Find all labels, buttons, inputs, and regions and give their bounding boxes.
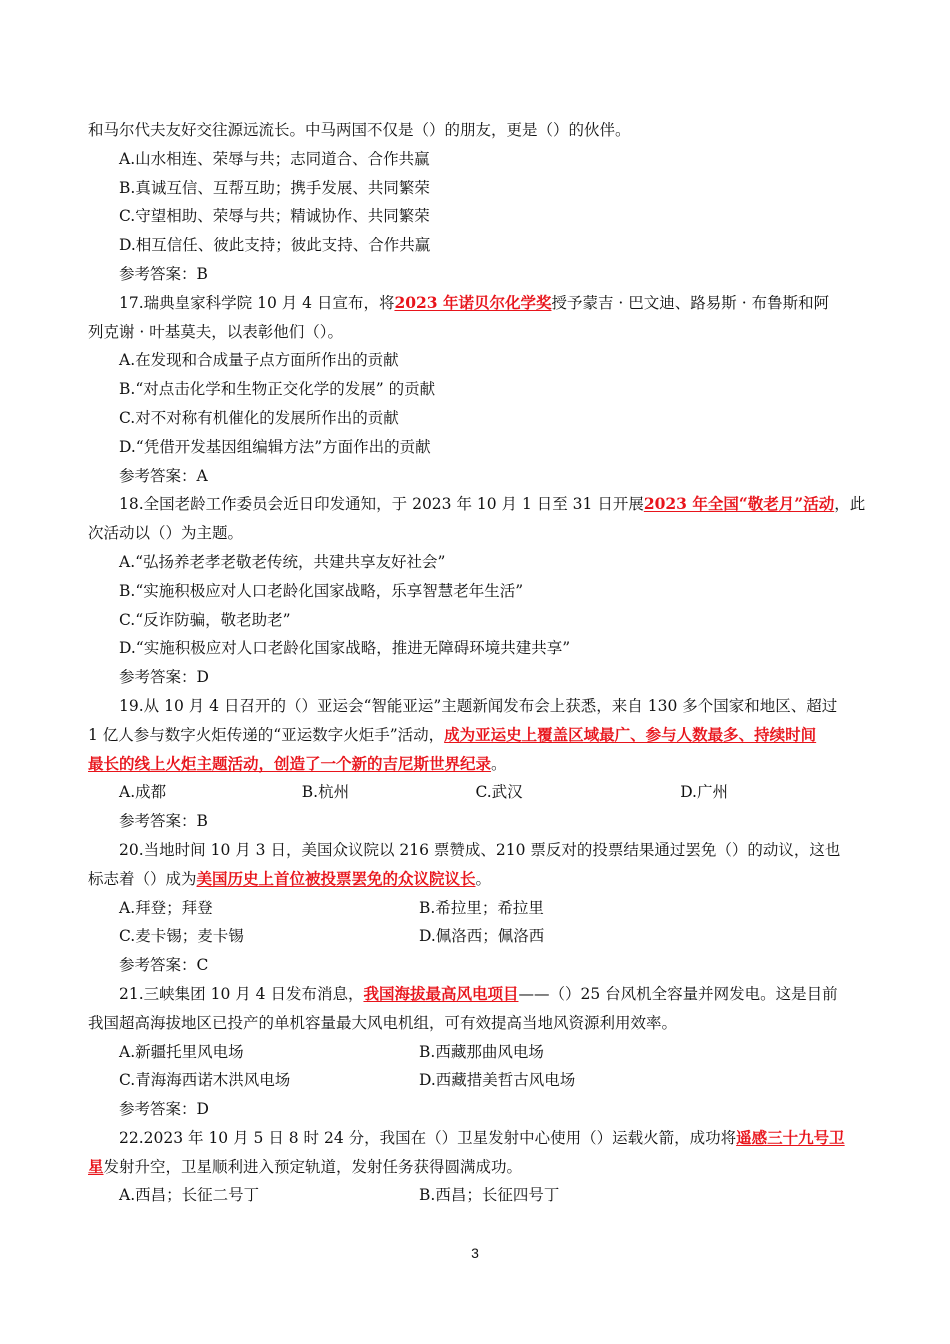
q17-stem-line2: 列克谢 · 叶基莫夫，以表彰他们（）。 bbox=[88, 322, 344, 341]
q18-option-b: B.“实施积极应对人口老龄化国家战略，乐享智慧老年生活” bbox=[119, 581, 524, 600]
q20-highlight: 美国历史上首位被投票罢免的众议院议长 bbox=[196, 868, 476, 888]
q20-text: 标志着（）成为 bbox=[88, 869, 197, 888]
q20-option-d: D.佩洛西；佩洛西 bbox=[419, 927, 545, 946]
q21-text: 21.三峡集团 10 月 4 日发布消息， bbox=[119, 984, 364, 1003]
q21-stem-line2: 我国超高海拔地区已投产的单机容量最大风电机组，可有效提高当地风资源利用效率。 bbox=[88, 1013, 678, 1032]
q17-answer: 参考答案：A bbox=[119, 466, 208, 485]
q18-option-c: C.“反诈防骗，敬老助老” bbox=[119, 610, 291, 629]
q19-stem-line2 bbox=[88, 721, 863, 750]
q20-stem-line2 bbox=[88, 865, 863, 894]
q17-option-c: C.对不对称有机催化的发展所作出的贡献 bbox=[119, 408, 399, 427]
q17-text: 17.瑞典皇家科学院 10 月 4 日宣布，将 bbox=[119, 293, 395, 312]
q19-highlight-2: 最长的线上火炬主题活动，创造了一个新的吉尼斯世界纪录 bbox=[88, 753, 492, 773]
q20-stem-line1: 20.当地时间 10 月 3 日，美国众议院以 216 票赞成、210 票反对的投票结果通过罢免（）的动议，这也 bbox=[119, 840, 841, 859]
q21-option-d: D.西藏措美哲古风电场 bbox=[419, 1071, 576, 1090]
q16-option-d: D.相互信任、彼此支持；彼此支持、合作共赢 bbox=[119, 236, 431, 255]
q22-highlight-2: 星 bbox=[88, 1156, 104, 1176]
q16-option-b: B.真诚互信、互帮互助；携手发展、共同繁荣 bbox=[119, 178, 430, 197]
q18-option-a: A.“弘扬养老孝老敬老传统，共建共享友好社会” bbox=[119, 552, 446, 571]
q19-highlight-1: 成为亚运史上覆盖区域最广、参与人数最多、持续时间 bbox=[444, 724, 817, 744]
q22-stem-line2 bbox=[88, 1153, 863, 1182]
q17-option-b: B.“对点击化学和生物正交化学的发展” 的贡献 bbox=[119, 380, 436, 399]
q21-options-row2 bbox=[88, 1066, 863, 1095]
q22-text: 22.2023 年 10 月 5 日 8 时 24 分，我国在（）卫星发射中心使用（）运载火箭，成功将 bbox=[119, 1128, 737, 1147]
q19-option-b: B.杭州 bbox=[301, 783, 350, 802]
q20-option-b: B.希拉里；希拉里 bbox=[419, 898, 544, 917]
q18-answer: 参考答案：D bbox=[119, 668, 209, 687]
q19-option-c: C.武汉 bbox=[475, 783, 523, 802]
q19-text: 1 亿人参与数字火炬传递的“亚运数字火炬手”活动， bbox=[88, 725, 445, 744]
q18-option-d: D.“实施积极应对人口老龄化国家战略，推进无障碍环境共建共享” bbox=[119, 639, 571, 658]
q17-option-d: D.“凭借开发基因组编辑方法”方面作出的贡献 bbox=[119, 437, 431, 456]
q21-answer: 参考答案：D bbox=[119, 1100, 209, 1119]
q19-stem-line3 bbox=[88, 750, 863, 779]
q21-text-cont: ——（）25 台风机全容量并网发电。这是目前 bbox=[518, 984, 838, 1003]
q18-highlight: 2023 年全国“敬老月”活动 bbox=[643, 494, 835, 514]
q18-stem-line1 bbox=[88, 490, 866, 519]
q20-options-row2 bbox=[88, 922, 863, 951]
q21-option-a: A.新疆托里风电场 bbox=[119, 1042, 244, 1061]
q20-options-row1 bbox=[88, 894, 863, 923]
page-number: 3 bbox=[471, 1245, 479, 1261]
q21-stem-line1 bbox=[88, 980, 863, 1009]
q21-option-b: B.西藏那曲风电场 bbox=[419, 1042, 544, 1061]
q17-text-cont: 授予蒙吉 · 巴文迪、路易斯 · 布鲁斯和阿 bbox=[551, 293, 830, 312]
q16-answer: 参考答案：B bbox=[119, 264, 208, 283]
q16-stem-tail: 和马尔代夫友好交往源远流长。中马两国不仅是（）的朋友，更是（）的伙伴。 bbox=[88, 121, 631, 139]
q16-option-c: C.守望相助、荣辱与共；精诚协作、共同繁荣 bbox=[119, 207, 430, 226]
q22-option-b: B.西昌；长征四号丁 bbox=[419, 1186, 560, 1205]
q21-options-row1 bbox=[88, 1038, 863, 1067]
q19-answer: 参考答案：B bbox=[119, 812, 208, 831]
q16-option-a: A.山水相连、荣辱与共；志同道合、合作共赢 bbox=[119, 149, 430, 168]
q20-text-end: 。 bbox=[475, 869, 492, 888]
q20-answer: 参考答案：C bbox=[119, 956, 209, 975]
q19-stem-line1: 19.从 10 月 4 日召开的（）亚运会“智能亚运”主题新闻发布会上获悉，来自 130 多个国家和地区、超过 bbox=[119, 696, 838, 715]
q21-option-c: C.青海海西诺木洪风电场 bbox=[119, 1071, 291, 1090]
q18-text-cont: ，此 bbox=[834, 495, 866, 514]
q19-options bbox=[88, 778, 863, 807]
q22-highlight-1: 遥感三十九号卫 bbox=[736, 1127, 845, 1147]
q22-options-row1 bbox=[88, 1181, 863, 1210]
q20-option-a: A.拜登；拜登 bbox=[119, 898, 213, 917]
q22-text-cont: 发射升空，卫星顺利进入预定轨道，发射任务获得圆满成功。 bbox=[103, 1157, 523, 1176]
q21-highlight: 我国海拔最高风电项目 bbox=[363, 983, 519, 1003]
q17-highlight: 2023 年诺贝尔化学奖 bbox=[394, 292, 552, 312]
q18-text: 18.全国老龄工作委员会近日印发通知，于 2023 年 10 月 1 日至 31 日开展 bbox=[119, 495, 644, 514]
q19-option-a: A.成都 bbox=[119, 783, 167, 802]
q20-option-c: C.麦卡锡；麦卡锡 bbox=[119, 927, 244, 946]
q22-option-a: A.西昌；长征二号丁 bbox=[119, 1186, 260, 1205]
q19-text-end: 。 bbox=[491, 754, 507, 773]
page-content bbox=[88, 116, 866, 1210]
q19-option-d: D.广州 bbox=[680, 783, 728, 802]
q22-stem-line1 bbox=[88, 1124, 863, 1153]
q17-option-a: A.在发现和合成量子点方面所作出的贡献 bbox=[119, 351, 399, 370]
q18-stem-line2: 次活动以（）为主题。 bbox=[88, 524, 244, 543]
q17-stem-line1 bbox=[88, 289, 863, 318]
